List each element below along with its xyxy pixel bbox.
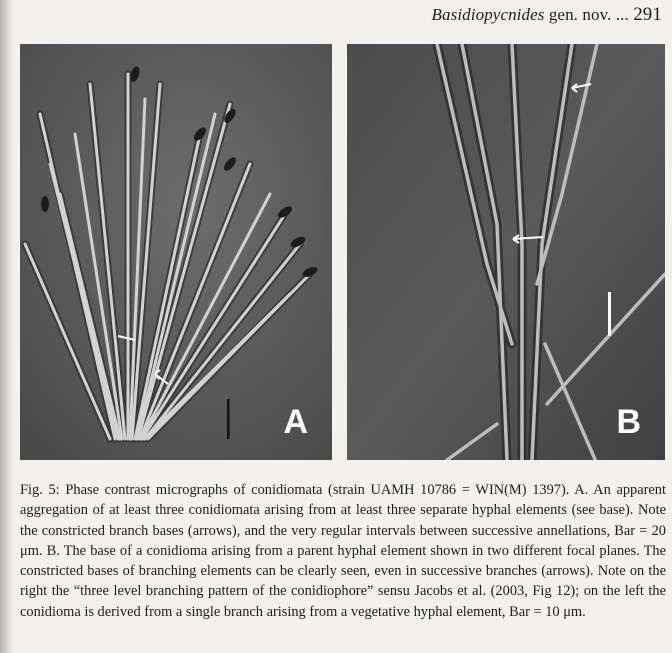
figure-caption [20, 480, 666, 622]
binding-gutter [0, 0, 14, 653]
micrograph-panel-b [347, 44, 665, 460]
panel-letter-b: B [616, 403, 641, 441]
header-genus: Basidiopycnides [431, 5, 545, 24]
panel-letter-a: A [283, 403, 308, 441]
header-title-rest: gen. nov. ... [548, 5, 629, 24]
micrograph-b-image [347, 44, 665, 460]
micrograph-panel-a [20, 44, 332, 460]
micrograph-a-image [20, 44, 332, 460]
running-header [432, 4, 662, 26]
figure-caption-text: Fig. 5: Phase contrast micrographs of conidiomata (strain UAMH 10786 = WIN(M) 1397). A. An apparent aggregation of at least three conidiomata arising from at least three separate hyphal elements (see base). Note the constricted branch bases (arrows), and the very regular intervals between successive annellations, Bar = 20 μm. B. The base of a conidioma arising from a parent hyphal element shown in two different focal planes. The constricted bases of branching elements can be clearly seen, even in successive branches (arrows). Note on the right the “three level branching pattern of the conidiophore” sensu Jacobs et al. (2003, Fig 12); on the left the conidioma is derived from a single branch arising from a vegetative hyphal element, Bar = 10 μm. [20, 482, 666, 620]
page-number: 291 [633, 4, 662, 25]
